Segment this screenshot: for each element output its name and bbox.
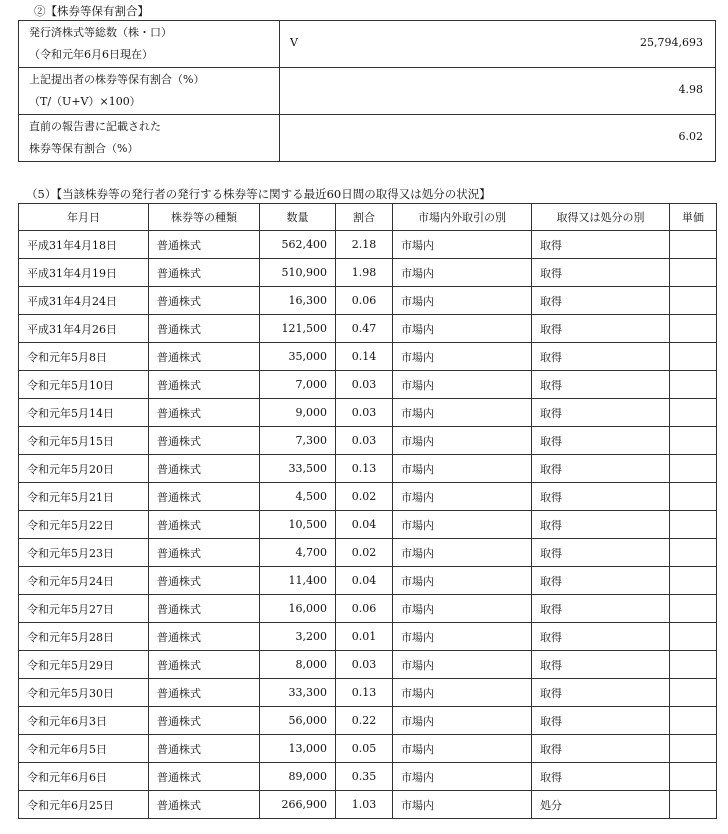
cell-acq-disp: 取得 [532, 399, 670, 427]
cell-quantity: 33,500 [260, 455, 336, 483]
cell-ratio: 0.02 [336, 539, 393, 567]
table-row [19, 763, 717, 791]
cell-unit-price [670, 343, 717, 371]
cell-quantity: 266,900 [260, 791, 336, 819]
cell-acq-disp: 取得 [532, 231, 670, 259]
transactions-section-title: （5）【当該株券等の発行者の発行する株券等に関する最近60日間の取得又は処分の状況】 [26, 187, 491, 201]
cell-ratio: 1.03 [336, 791, 393, 819]
cell-unit-price [670, 651, 717, 679]
value: 4.98 [678, 83, 703, 96]
cell-acq-disp: 取得 [532, 511, 670, 539]
cell-ratio: 2.18 [336, 231, 393, 259]
cell-quantity: 8,000 [260, 651, 336, 679]
cell-share-type: 普通株式 [149, 399, 260, 427]
cell-acq-disp: 取得 [532, 287, 670, 315]
cell-share-type: 普通株式 [149, 371, 260, 399]
cell-market: 市場内 [393, 567, 532, 595]
cell-ratio: 0.22 [336, 707, 393, 735]
cell-date: 平成31年4月18日 [19, 231, 149, 259]
cell-ratio: 0.13 [336, 679, 393, 707]
cell-unit-price [670, 707, 717, 735]
cell-unit-price [670, 511, 717, 539]
cell-acq-disp: 取得 [532, 343, 670, 371]
cell-ratio: 0.01 [336, 623, 393, 651]
header-unit-price: 単価 [670, 204, 717, 231]
cell-quantity: 3,200 [260, 623, 336, 651]
table-row [19, 679, 717, 707]
cell-unit-price [670, 623, 717, 651]
cell-market: 市場内 [393, 371, 532, 399]
cell-ratio: 0.03 [336, 399, 393, 427]
cell-acq-disp: 処分 [532, 791, 670, 819]
cell-share-type: 普通株式 [149, 231, 260, 259]
cell-unit-price [670, 791, 717, 819]
cell-market: 市場内 [393, 707, 532, 735]
label-line-2: （令和元年6月6日現在） [29, 48, 153, 61]
cell-date: 令和元年6月6日 [19, 763, 149, 791]
cell-share-type: 普通株式 [149, 567, 260, 595]
cell-quantity: 9,000 [260, 399, 336, 427]
cell-market: 市場内 [393, 623, 532, 651]
cell-unit-price [670, 259, 717, 287]
cell-share-type: 普通株式 [149, 287, 260, 315]
cell-share-type: 普通株式 [149, 707, 260, 735]
cell-share-type: 普通株式 [149, 315, 260, 343]
cell-market: 市場内 [393, 287, 532, 315]
cell-quantity: 121,500 [260, 315, 336, 343]
header-market: 市場内外取引の別 [393, 204, 532, 231]
cell-share-type: 普通株式 [149, 427, 260, 455]
row-label [19, 68, 280, 115]
cell-unit-price [670, 315, 717, 343]
cell-ratio: 0.04 [336, 511, 393, 539]
cell-share-type: 普通株式 [149, 259, 260, 287]
cell-share-type: 普通株式 [149, 343, 260, 371]
symbol: V [290, 36, 298, 49]
cell-unit-price [670, 371, 717, 399]
cell-acq-disp: 取得 [532, 539, 670, 567]
cell-date: 令和元年5月21日 [19, 483, 149, 511]
cell-quantity: 33,300 [260, 679, 336, 707]
cell-date: 令和元年5月23日 [19, 539, 149, 567]
cell-market: 市場内 [393, 679, 532, 707]
cell-quantity: 510,900 [260, 259, 336, 287]
cell-acq-disp: 取得 [532, 651, 670, 679]
cell-unit-price [670, 287, 717, 315]
cell-share-type: 普通株式 [149, 623, 260, 651]
cell-ratio: 0.13 [336, 455, 393, 483]
cell-date: 平成31年4月26日 [19, 315, 149, 343]
row-value-cell [280, 68, 716, 115]
cell-market: 市場内 [393, 651, 532, 679]
cell-quantity: 35,000 [260, 343, 336, 371]
table-row [19, 595, 717, 623]
label-line-2: （T/（U+V）×100） [29, 95, 141, 108]
cell-market: 市場内 [393, 455, 532, 483]
cell-market: 市場内 [393, 483, 532, 511]
cell-ratio: 1.98 [336, 259, 393, 287]
table-row [19, 259, 717, 287]
cell-date: 令和元年5月30日 [19, 679, 149, 707]
row-value-cell [280, 21, 716, 68]
cell-market: 市場内 [393, 427, 532, 455]
cell-unit-price [670, 483, 717, 511]
cell-date: 令和元年5月27日 [19, 595, 149, 623]
cell-date: 令和元年6月25日 [19, 791, 149, 819]
cell-ratio: 0.14 [336, 343, 393, 371]
cell-market: 市場内 [393, 231, 532, 259]
table-header-row [19, 204, 717, 231]
table-row [19, 287, 717, 315]
label-line-1: 直前の報告書に記載された [29, 120, 161, 133]
cell-market: 市場内 [393, 315, 532, 343]
cell-ratio: 0.06 [336, 287, 393, 315]
label-line-2: 株券等保有割合（%） [29, 142, 139, 155]
cell-date: 令和元年5月8日 [19, 343, 149, 371]
header-acq-disp: 取得又は処分の別 [532, 204, 670, 231]
cell-ratio: 0.02 [336, 483, 393, 511]
label-line-1: 発行済株式等総数（株・口） [29, 26, 172, 39]
cell-date: 令和元年5月10日 [19, 371, 149, 399]
table-row [19, 483, 717, 511]
cell-quantity: 7,300 [260, 427, 336, 455]
table-row [19, 371, 717, 399]
cell-market: 市場内 [393, 343, 532, 371]
cell-market: 市場内 [393, 791, 532, 819]
cell-quantity: 56,000 [260, 707, 336, 735]
header-quantity: 数量 [260, 204, 336, 231]
cell-date: 令和元年5月28日 [19, 623, 149, 651]
cell-unit-price [670, 679, 717, 707]
table-row [19, 539, 717, 567]
row-value-cell [280, 115, 716, 162]
cell-acq-disp: 取得 [532, 763, 670, 791]
cell-acq-disp: 取得 [532, 623, 670, 651]
cell-unit-price [670, 455, 717, 483]
transactions-table [18, 203, 717, 819]
cell-unit-price [670, 567, 717, 595]
value: 6.02 [678, 130, 703, 143]
cell-ratio: 0.03 [336, 651, 393, 679]
cell-ratio: 0.47 [336, 315, 393, 343]
cell-ratio: 0.35 [336, 763, 393, 791]
cell-market: 市場内 [393, 763, 532, 791]
header-ratio: 割合 [336, 204, 393, 231]
cell-market: 市場内 [393, 259, 532, 287]
holding-ratio-table [18, 20, 716, 162]
cell-date: 令和元年6月5日 [19, 735, 149, 763]
table-row [19, 567, 717, 595]
table-row [19, 735, 717, 763]
cell-unit-price [670, 539, 717, 567]
table-row [19, 315, 717, 343]
label-line-1: 上記提出者の株券等保有割合（%） [29, 73, 205, 86]
table-row [19, 623, 717, 651]
cell-unit-price [670, 763, 717, 791]
cell-share-type: 普通株式 [149, 455, 260, 483]
cell-share-type: 普通株式 [149, 679, 260, 707]
cell-market: 市場内 [393, 735, 532, 763]
row-label [19, 115, 280, 162]
cell-ratio: 0.05 [336, 735, 393, 763]
holding-row-total-shares [19, 21, 716, 68]
cell-acq-disp: 取得 [532, 707, 670, 735]
cell-share-type: 普通株式 [149, 791, 260, 819]
cell-quantity: 89,000 [260, 763, 336, 791]
cell-unit-price [670, 735, 717, 763]
holding-section-title: ②【株券等保有割合】 [34, 4, 149, 18]
table-row [19, 231, 717, 259]
cell-date: 令和元年5月20日 [19, 455, 149, 483]
cell-date: 令和元年6月3日 [19, 707, 149, 735]
cell-market: 市場内 [393, 595, 532, 623]
cell-acq-disp: 取得 [532, 371, 670, 399]
value: 25,794,693 [640, 36, 703, 49]
cell-quantity: 11,400 [260, 567, 336, 595]
header-share-type: 株券等の種類 [149, 204, 260, 231]
cell-ratio: 0.03 [336, 427, 393, 455]
row-label [19, 21, 280, 68]
cell-unit-price [670, 595, 717, 623]
cell-quantity: 4,500 [260, 483, 336, 511]
cell-ratio: 0.04 [336, 567, 393, 595]
cell-acq-disp: 取得 [532, 735, 670, 763]
cell-share-type: 普通株式 [149, 735, 260, 763]
cell-quantity: 16,000 [260, 595, 336, 623]
cell-market: 市場内 [393, 399, 532, 427]
table-row [19, 511, 717, 539]
cell-date: 令和元年5月22日 [19, 511, 149, 539]
cell-quantity: 13,000 [260, 735, 336, 763]
cell-unit-price [670, 231, 717, 259]
holding-row-previous-ratio [19, 115, 716, 162]
table-row [19, 707, 717, 735]
cell-ratio: 0.06 [336, 595, 393, 623]
cell-quantity: 562,400 [260, 231, 336, 259]
table-row [19, 455, 717, 483]
cell-ratio: 0.03 [336, 371, 393, 399]
cell-share-type: 普通株式 [149, 763, 260, 791]
cell-share-type: 普通株式 [149, 651, 260, 679]
table-row [19, 399, 717, 427]
cell-acq-disp: 取得 [532, 567, 670, 595]
cell-date: 令和元年5月24日 [19, 567, 149, 595]
cell-acq-disp: 取得 [532, 259, 670, 287]
cell-acq-disp: 取得 [532, 455, 670, 483]
cell-share-type: 普通株式 [149, 483, 260, 511]
cell-market: 市場内 [393, 511, 532, 539]
cell-date: 平成31年4月19日 [19, 259, 149, 287]
table-row [19, 791, 717, 819]
cell-acq-disp: 取得 [532, 315, 670, 343]
cell-unit-price [670, 399, 717, 427]
table-row [19, 427, 717, 455]
cell-date: 令和元年5月14日 [19, 399, 149, 427]
table-row [19, 651, 717, 679]
cell-unit-price [670, 427, 717, 455]
cell-quantity: 10,500 [260, 511, 336, 539]
cell-quantity: 7,000 [260, 371, 336, 399]
cell-acq-disp: 取得 [532, 427, 670, 455]
cell-market: 市場内 [393, 539, 532, 567]
cell-share-type: 普通株式 [149, 539, 260, 567]
cell-date: 令和元年5月29日 [19, 651, 149, 679]
table-row [19, 343, 717, 371]
cell-acq-disp: 取得 [532, 679, 670, 707]
cell-acq-disp: 取得 [532, 483, 670, 511]
holding-row-holding-ratio [19, 68, 716, 115]
cell-acq-disp: 取得 [532, 595, 670, 623]
cell-quantity: 4,700 [260, 539, 336, 567]
cell-quantity: 16,300 [260, 287, 336, 315]
cell-date: 平成31年4月24日 [19, 287, 149, 315]
header-date: 年月日 [19, 204, 149, 231]
cell-share-type: 普通株式 [149, 595, 260, 623]
cell-share-type: 普通株式 [149, 511, 260, 539]
cell-date: 令和元年5月15日 [19, 427, 149, 455]
